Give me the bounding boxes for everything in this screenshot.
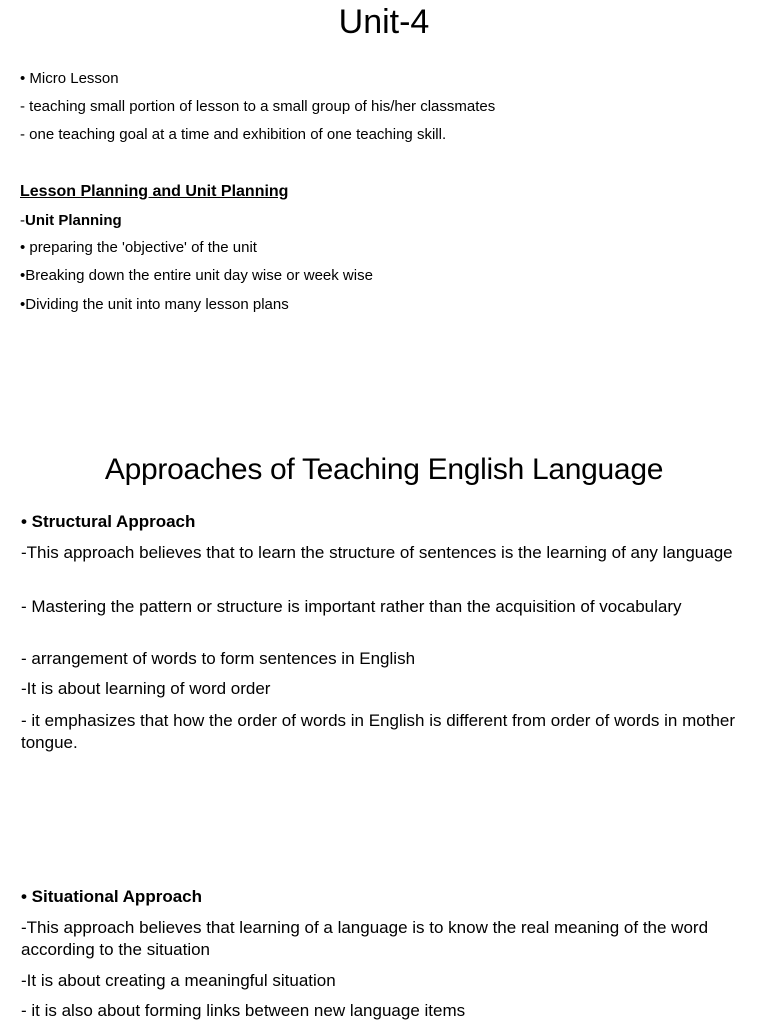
structural-point: -It is about learning of word order	[21, 679, 271, 698]
situational-point: - it is also about forming links between new language items	[21, 1001, 466, 1020]
structural-point: - it emphasizes that how the order of words in English is different from order of words in mother tongue.	[21, 711, 736, 752]
unit-planning-point: • preparing the 'objective' of the unit	[20, 239, 257, 256]
slide-title: Approaches of Teaching English Language	[104, 453, 664, 486]
slide-title: Unit-4	[338, 3, 430, 41]
unit-planning-dash: -	[20, 212, 25, 229]
unit-planning-heading	[20, 211, 122, 231]
situational-point: -It is about creating a meaningful situation	[21, 971, 336, 990]
structural-approach-heading: • Structural Approach	[21, 512, 196, 531]
micro-lesson-point: - one teaching goal at a time and exhibition of one teaching skill.	[20, 126, 447, 143]
structural-point: - arrangement of words to form sentences in English	[21, 649, 416, 668]
micro-lesson-point: - teaching small portion of lesson to a small group of his/her classmates	[20, 98, 496, 115]
situational-approach-heading: • Situational Approach	[21, 887, 202, 906]
slide-unit-4	[0, 0, 768, 400]
structural-point: - Mastering the pattern or structure is important rather than the acquisition of vocabulary	[21, 597, 682, 616]
situational-point: -This approach believes that learning of a language is to know the real meaning of the word according to the situation	[21, 918, 709, 959]
unit-planning-label: Unit Planning	[25, 212, 122, 229]
structural-point: -This approach believes that to learn the structure of sentences is the learning of any language	[21, 543, 733, 562]
planning-heading: Lesson Planning and Unit Planning	[20, 183, 289, 200]
micro-lesson-heading: • Micro Lesson	[20, 70, 119, 87]
slide-approaches	[0, 440, 768, 1024]
unit-planning-point: •Dividing the unit into many lesson plans	[20, 296, 289, 313]
unit-planning-point: •Breaking down the entire unit day wise or week wise	[20, 267, 373, 284]
